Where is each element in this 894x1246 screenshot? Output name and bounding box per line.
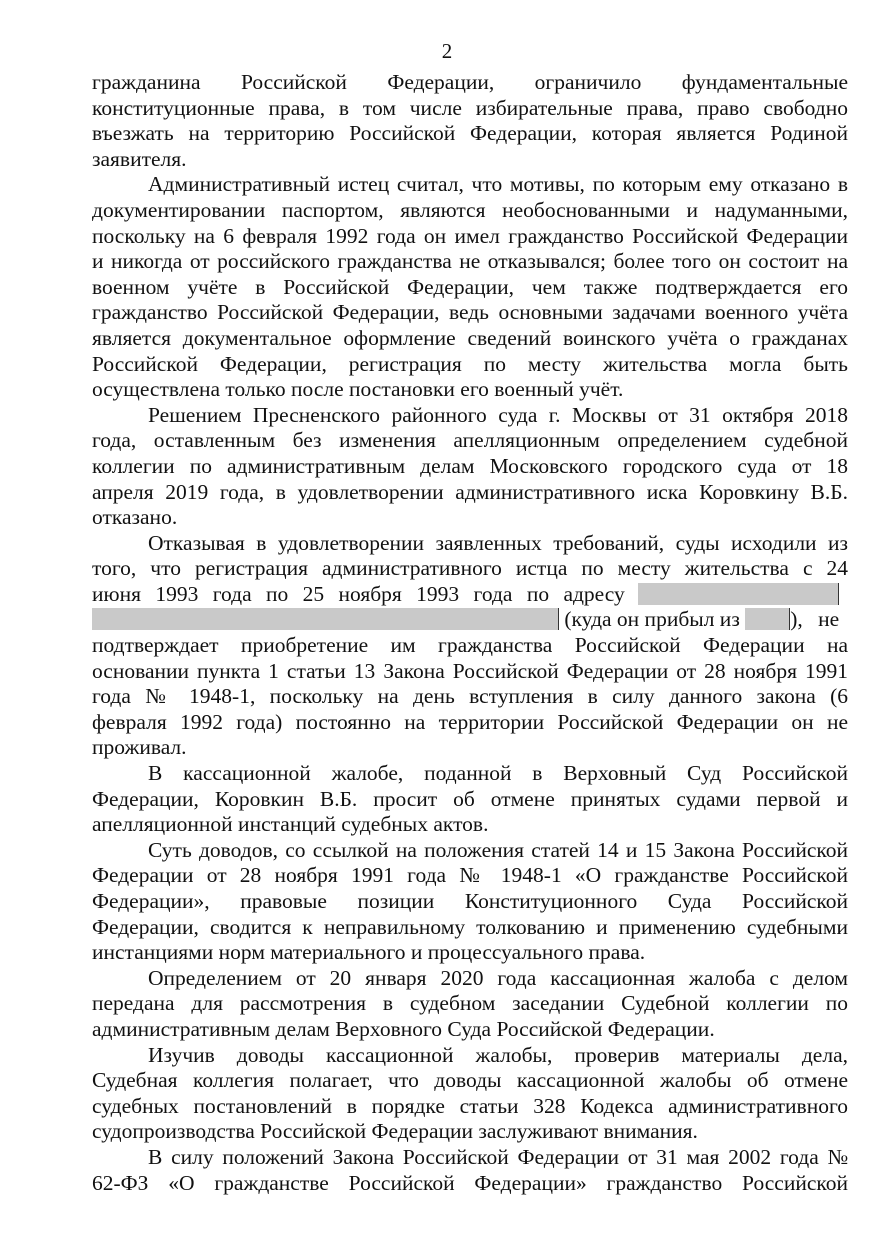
text-fragment: ), не bbox=[790, 607, 840, 632]
text-line: Федерации от 28 ноября 1991 года № 1948-1 «О гражданстве Российской bbox=[92, 863, 848, 888]
text-line: Административный истец считал, что мотивы, по которым ему отказано в bbox=[148, 172, 848, 197]
text-line: 62-ФЗ «О гражданстве Российской Федерации» гражданство Российской bbox=[92, 1170, 848, 1195]
redacted-place bbox=[745, 608, 790, 630]
text-line: Изучив доводы кассационной жалобы, проверив материалы дела, bbox=[148, 1042, 848, 1067]
text-line: года, оставленным без изменения апелляционным определением судебной bbox=[92, 428, 848, 453]
paragraph-6 bbox=[92, 838, 848, 966]
text-line: заявителя. bbox=[92, 146, 187, 171]
paragraph-9 bbox=[92, 1145, 848, 1196]
paragraph-1 bbox=[92, 70, 848, 172]
paragraph-3 bbox=[92, 403, 848, 531]
paragraph-7 bbox=[92, 966, 848, 1043]
text-line: Решением Пресненского районного суда г. Москвы от 31 октября 2018 bbox=[148, 402, 848, 427]
text-line: конституционные права, в том числе избирательные права, право свободно bbox=[92, 95, 848, 120]
text-line: судопроизводства Российской Федерации заслуживают внимания. bbox=[92, 1119, 698, 1144]
text-line: Федерации, Коровкин В.Б. просит об отмене принятых судами первой и bbox=[92, 786, 848, 811]
text-fragment: июня 1993 года по 25 ноября 1993 года по адресу bbox=[92, 581, 625, 606]
text-line: коллегии по административным делам Московского городского суда от 18 bbox=[92, 453, 848, 478]
paragraph-2 bbox=[92, 172, 848, 402]
redacted-address-continued bbox=[92, 608, 559, 630]
redacted-address bbox=[638, 583, 839, 605]
text-line: года № 1948-1, поскольку на день вступления в силу данного закона (6 bbox=[92, 684, 848, 709]
text-line: является документальное оформление сведений воинского учёта о гражданах bbox=[92, 325, 848, 350]
text-line: Отказывая в удовлетворении заявленных требований, суды исходили из bbox=[148, 530, 848, 555]
text-line: Федерации, сводится к неправильному толкованию и применению судебными bbox=[92, 914, 848, 939]
text-line: апелляционной инстанций судебных актов. bbox=[92, 812, 489, 837]
page-number: 2 bbox=[441, 39, 453, 63]
text-line: подтверждает приобретение им гражданства Российской Федерации на bbox=[92, 633, 848, 658]
text-line: поскольку на 6 февраля 1992 года он имел гражданство Российской Федерации bbox=[92, 223, 848, 248]
text-line: административным делам Верховного Суда Российской Федерации. bbox=[92, 1016, 715, 1041]
paragraph-5 bbox=[92, 761, 848, 838]
text-line: военном учёте в Российской Федерации, чем также подтверждается его bbox=[92, 274, 848, 299]
text-line: В силу положений Закона Российской Федерации от 31 мая 2002 года № bbox=[148, 1144, 848, 1169]
text-line-with-redaction bbox=[92, 582, 848, 608]
text-line: проживал. bbox=[92, 735, 187, 760]
text-line: Российской Федерации, регистрация по месту жительства могла быть bbox=[92, 351, 848, 376]
paragraph-4 bbox=[92, 531, 848, 761]
text-line: документировании паспортом, являются необоснованными и надуманными, bbox=[92, 197, 848, 222]
text-line: и никогда от российского гражданства не отказывался; более того он состоит на bbox=[92, 249, 848, 274]
text-line: апреля 2019 года, в удовлетворении административного иска Коровкину В.Б. bbox=[92, 479, 848, 504]
text-line: того, что регистрация административного истца по месту жительства с 24 bbox=[92, 556, 848, 581]
text-line: Федерации», правовые позиции Конституционного Суда Российской bbox=[92, 889, 848, 913]
text-line: Определением от 20 января 2020 года кассационная жалоба с делом bbox=[148, 965, 848, 990]
text-line: гражданство Российской Федерации, ведь основными задачами военного учёта bbox=[92, 300, 848, 325]
text-fragment: (куда он прибыл из bbox=[564, 607, 740, 632]
text-line: въезжать на территорию Российской Федерации, которая является Родиной bbox=[92, 121, 848, 146]
paragraph-8 bbox=[92, 1043, 848, 1145]
text-line: гражданина Российской Федерации, ограничило фундаментальные bbox=[92, 70, 848, 94]
text-line: основании пункта 1 статьи 13 Закона Российской Федерации от 28 ноября 1991 bbox=[92, 658, 848, 683]
document-body bbox=[92, 70, 848, 1196]
text-line: передана для рассмотрения в судебном заседании Судебной коллегии по bbox=[92, 991, 848, 1016]
text-line: Судебная коллегия полагает, что доводы кассационной жалобы об отмене bbox=[92, 1068, 848, 1093]
text-line-with-redaction bbox=[92, 607, 848, 633]
text-line: осуществлена только после постановки его военный учёт. bbox=[92, 377, 624, 402]
text-line: судебных постановлений в порядке статьи 328 Кодекса административного bbox=[92, 1093, 848, 1118]
text-line: Суть доводов, со ссылкой на положения статей 14 и 15 Закона Российской bbox=[148, 837, 848, 862]
text-line: инстанциями норм материального и процессуального права. bbox=[92, 940, 646, 965]
text-line: В кассационной жалобе, поданной в Верховный Суд Российской bbox=[148, 761, 848, 786]
text-line: отказано. bbox=[92, 505, 178, 530]
text-line: февраля 1992 года) постоянно на территории Российской Федерации он не bbox=[92, 709, 848, 734]
